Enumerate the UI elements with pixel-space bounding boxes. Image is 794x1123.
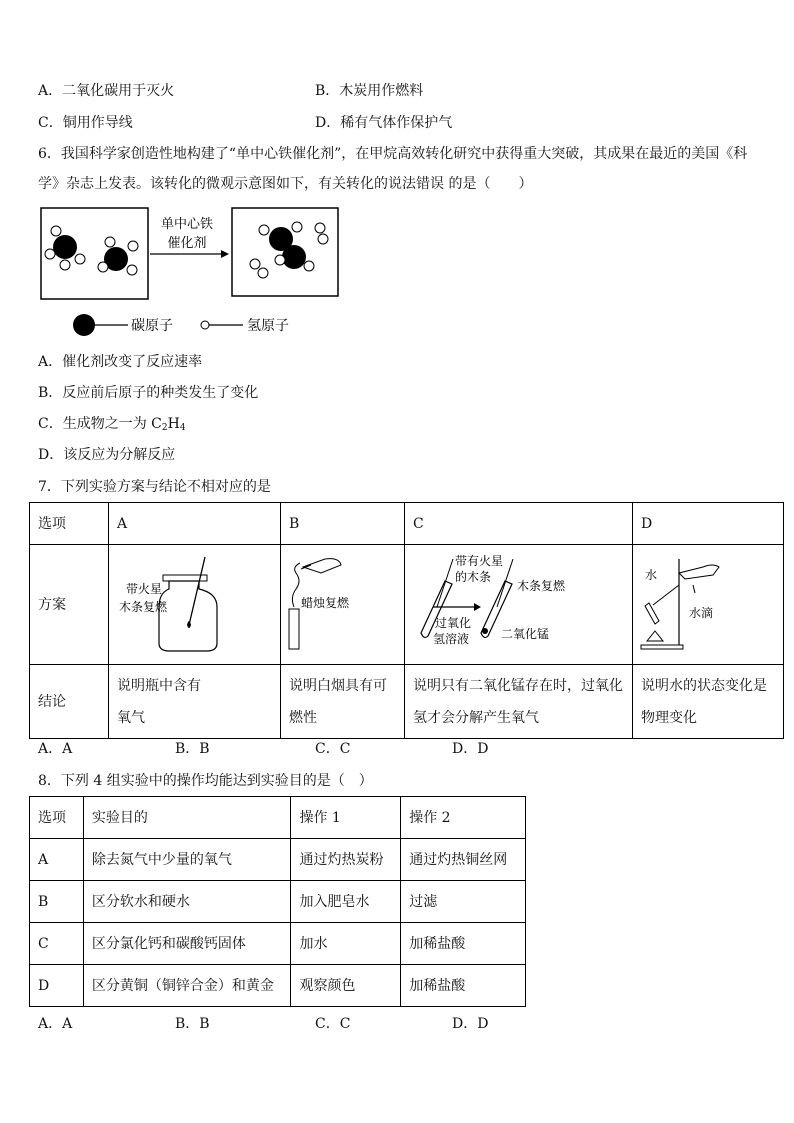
gas-jar bbox=[159, 581, 217, 651]
q8-cell: 加入肥皂水 bbox=[291, 881, 401, 923]
fig-c-top-line1: 带有火星 bbox=[455, 554, 504, 568]
glowing-splint bbox=[189, 557, 205, 625]
q5-option-b: B．木炭用作燃料 bbox=[315, 83, 424, 99]
q7-answer-a: A．A bbox=[38, 741, 73, 757]
q6-option-c-h: H bbox=[167, 416, 180, 432]
q5-option-c: C．铜用作导线 bbox=[38, 115, 133, 131]
water-drop bbox=[693, 585, 695, 593]
q8-cell: 过滤 bbox=[401, 881, 526, 923]
fig-c-bottom-label: 二氧化锰 bbox=[501, 627, 550, 641]
fig-a-label-line2: 木条复燃 bbox=[119, 600, 168, 614]
q8-cell: B bbox=[30, 881, 84, 923]
table-row bbox=[30, 839, 526, 881]
q7-header-cell: B bbox=[281, 503, 405, 545]
q7-conclusion-d-line: 说明水的状态变化是 bbox=[641, 677, 767, 694]
legend-carbon-label: 碳原子 bbox=[131, 318, 173, 334]
q8-cell: D bbox=[30, 965, 84, 1007]
q6-reaction-diagram bbox=[38, 205, 348, 340]
q7-conclusion-label: 结论 bbox=[30, 665, 109, 739]
q7-plan-a-cell bbox=[109, 545, 281, 665]
q8-cell: 加水 bbox=[291, 923, 401, 965]
catalyst-label-line2: 催化剂 bbox=[167, 236, 207, 251]
q6-option-d: D．该反应为分解反应 bbox=[38, 447, 176, 463]
q8-header-row bbox=[30, 797, 526, 839]
q7-conclusion-c bbox=[405, 665, 633, 739]
fig-d-drop-label: 水滴 bbox=[689, 606, 714, 620]
test-tube-d bbox=[645, 603, 659, 624]
q7-conclusion-d-line: 物理变化 bbox=[641, 709, 697, 726]
q8-cell: 区分软水和硬水 bbox=[83, 881, 291, 923]
q8-answer-c: C．C bbox=[315, 1016, 351, 1032]
q8-answer-d: D．D bbox=[452, 1016, 489, 1032]
q5-option-a: A．二氧化碳用于灭火 bbox=[38, 83, 175, 99]
q7-plan-d-cell bbox=[633, 545, 784, 665]
hydrogen-molecule-2 bbox=[250, 259, 268, 278]
q8-header-cell: 选项 bbox=[30, 797, 84, 839]
q7-figure-d bbox=[633, 545, 783, 658]
q6-option-c bbox=[38, 414, 186, 438]
splint-flame bbox=[187, 621, 191, 628]
q8-answer-b: B．B bbox=[175, 1016, 210, 1032]
q7-figure-c bbox=[405, 545, 632, 658]
arrowhead-c bbox=[474, 603, 481, 611]
white-smoke bbox=[292, 563, 300, 607]
q6-stem-line1: 6．我国科学家创造性地构建了“单中心铁催化剂”，在甲烷高效转化研究中获得重大突破，其成果在最近的美国《科 bbox=[38, 146, 748, 162]
arrowhead bbox=[221, 250, 229, 258]
fig-d-water-label: 水 bbox=[645, 568, 658, 582]
q7-conclusion-b-line: 说明白烟具有可 bbox=[289, 677, 387, 694]
q8-cell: 加稀盐酸 bbox=[401, 923, 526, 965]
q8-header-cell: 操作 2 bbox=[401, 797, 526, 839]
q6-option-c-sub1: 2 bbox=[161, 423, 168, 433]
fig-c-top-line2: 的木条 bbox=[455, 570, 492, 584]
q8-cell: A bbox=[30, 839, 84, 881]
methane-molecule-1 bbox=[45, 226, 85, 270]
hydrogen-molecule-1 bbox=[315, 223, 328, 244]
candle bbox=[289, 609, 299, 649]
table-row bbox=[30, 881, 526, 923]
q7-header-row bbox=[30, 503, 784, 545]
q8-table bbox=[29, 796, 526, 1007]
fig-a-label-line1: 带火星 bbox=[126, 582, 163, 596]
legend-carbon-symbol bbox=[73, 314, 95, 336]
methane-molecule-2 bbox=[98, 237, 138, 275]
stand-base bbox=[641, 645, 683, 649]
legend-hydrogen-symbol bbox=[201, 321, 209, 329]
q8-cell: 区分氯化钙和碳酸钙固体 bbox=[83, 923, 291, 965]
q7-conclusion-c-line: 说明只有二氧化锰存在时，过氧化 bbox=[413, 677, 623, 694]
q7-conclusion-b-line: 燃性 bbox=[289, 709, 317, 726]
q6-option-b: B．反应前后原子的种类发生了变化 bbox=[38, 385, 259, 401]
q7-plan-row bbox=[30, 545, 784, 665]
q7-plan-label: 方案 bbox=[30, 545, 109, 665]
q7-conclusion-row bbox=[30, 665, 784, 739]
fig-c-left-line2: 氢溶液 bbox=[433, 632, 470, 646]
q7-answer-b: B．B bbox=[175, 741, 210, 757]
q8-answer-a: A．A bbox=[38, 1016, 73, 1032]
q7-answer-c: C．C bbox=[315, 741, 351, 757]
q8-cell: 通过灼热炭粉 bbox=[291, 839, 401, 881]
q7-header-cell: A bbox=[109, 503, 281, 545]
q8-header-cell: 操作 1 bbox=[291, 797, 401, 839]
table-row bbox=[30, 923, 526, 965]
q8-stem: 8．下列 4 组实验中的操作均能达到实验目的是（ ） bbox=[38, 773, 373, 789]
q8-cell: 观察颜色 bbox=[291, 965, 401, 1007]
q7-conclusion-a bbox=[109, 665, 281, 739]
q7-conclusion-d bbox=[633, 665, 784, 739]
q8-cell: 除去氮气中少量的氧气 bbox=[83, 839, 291, 881]
q7-header-cell: D bbox=[633, 503, 784, 545]
q7-plan-b-cell bbox=[281, 545, 405, 665]
q7-figure-b bbox=[281, 545, 404, 658]
q7-header-cell: C bbox=[405, 503, 633, 545]
q7-stem: 7．下列实验方案与结论不相对应的是 bbox=[38, 479, 271, 495]
q7-header-cell: 选项 bbox=[30, 503, 109, 545]
q8-cell: C bbox=[30, 923, 84, 965]
ethylene-molecule bbox=[259, 222, 314, 271]
legend-hydrogen-label: 氢原子 bbox=[247, 318, 289, 334]
q6-option-c-text: C．生成物之一为 C bbox=[38, 416, 162, 432]
table-row bbox=[30, 965, 526, 1007]
q5-option-d: D．稀有气体作保护气 bbox=[315, 115, 453, 131]
manganese-dioxide bbox=[482, 628, 488, 634]
clamp bbox=[653, 585, 679, 605]
glass-sheet-hand bbox=[679, 565, 719, 579]
q7-answer-d: D．D bbox=[452, 741, 489, 757]
q6-option-a: A．催化剂改变了反应速率 bbox=[38, 354, 203, 370]
q8-header-cell: 实验目的 bbox=[83, 797, 291, 839]
q8-cell: 加稀盐酸 bbox=[401, 965, 526, 1007]
fig-b-label: 蜡烛复燃 bbox=[301, 596, 350, 610]
q7-plan-c-cell bbox=[405, 545, 633, 665]
q8-cell: 区分黄铜（铜锌合金）和黄金 bbox=[83, 965, 291, 1007]
q7-conclusion-b bbox=[281, 665, 405, 739]
q7-conclusion-a-line: 说明瓶中含有 bbox=[117, 677, 201, 694]
q6-stem-line2: 学》杂志上发表。该转化的微观示意图如下，有关转化的说法错误 的是（ ） bbox=[38, 176, 533, 192]
q6-option-c-sub2: 4 bbox=[179, 423, 186, 433]
q7-figure-a bbox=[109, 545, 280, 658]
fig-c-left-line1: 过氧化 bbox=[435, 616, 472, 630]
alcohol-lamp bbox=[647, 631, 663, 641]
q7-table bbox=[29, 502, 784, 739]
q7-conclusion-a-line: 氧气 bbox=[117, 709, 145, 726]
fig-c-right-label: 木条复燃 bbox=[517, 579, 566, 593]
q7-conclusion-c-line: 氢才会分解产生氧气 bbox=[413, 709, 539, 726]
q8-cell: 通过灼热铜丝网 bbox=[401, 839, 526, 881]
catalyst-label-line1: 单中心铁 bbox=[160, 217, 214, 232]
